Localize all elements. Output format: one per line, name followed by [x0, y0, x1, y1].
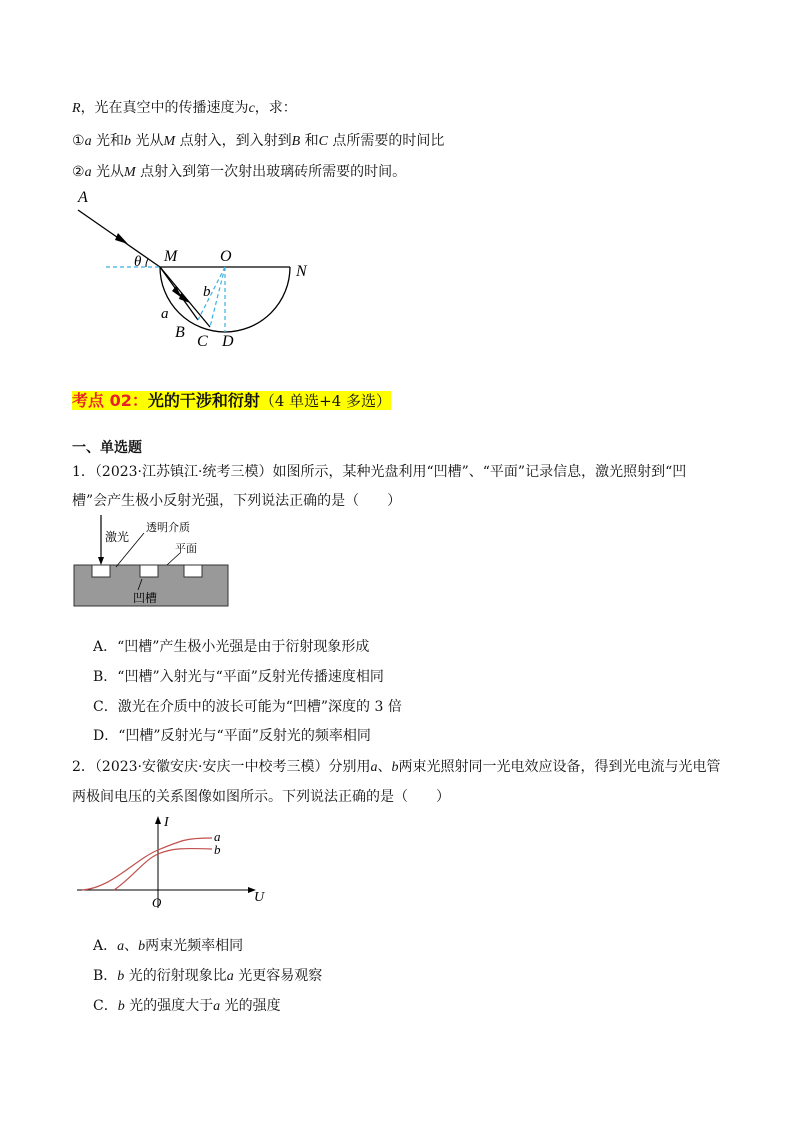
label-U: U — [254, 890, 265, 905]
label-theta: θ — [134, 254, 142, 270]
section-title: 一、单选题 — [72, 440, 142, 456]
q2-option-a[interactable]: A．a、b两束光频率相同 — [93, 938, 244, 954]
optical-disc-diagram — [72, 515, 242, 610]
curve-b — [114, 849, 212, 890]
incident-arrow-icon — [115, 233, 128, 244]
laser-label: 激光 — [105, 530, 130, 544]
flat-label: 平面 — [175, 543, 197, 555]
label-a: a — [161, 306, 169, 322]
topic-prefix: 考点 02： — [72, 391, 148, 410]
intro-question-2: ②a 光从M 点射入到第一次射出玻璃砖所需要的时间。 — [72, 164, 407, 180]
q1-stem-line-1: 1．（2023·江苏镇江·统考三模）如图所示，某种光盘利用“凹槽”、“平面”记录信息，激光照射到“凹 — [72, 464, 687, 480]
label-curve-a: a — [214, 829, 221, 844]
i-axis-arrow-icon — [155, 816, 161, 824]
label-C: C — [197, 333, 208, 350]
groove-label: 凹槽 — [133, 591, 158, 605]
label-M: M — [164, 248, 178, 265]
label-I: I — [164, 815, 169, 830]
q1-option-c[interactable]: C．激光在介质中的波长可能为“凹槽”深度的 3 倍 — [93, 699, 402, 715]
q2-stem-line-1: 2．（2023·安徽安庆·安庆一中校考三模）分别用a、b两束光照射同一光电效应设备，得到光电流与光电管 — [72, 759, 721, 775]
intro-line-1: R，光在真空中的传播速度为c，求： — [72, 100, 297, 116]
q2-option-c[interactable]: C．b 光的强度大于a 光的强度 — [93, 998, 281, 1014]
label-D: D — [222, 333, 234, 350]
label-A: A — [78, 189, 88, 206]
topic-suffix: （4 单选+4 多选） — [259, 392, 392, 410]
label-B: B — [175, 324, 185, 341]
q1-option-d[interactable]: D．“凹槽”反射光与“平面”反射光的频率相同 — [93, 728, 371, 744]
angle-arc — [146, 259, 148, 267]
q2-stem-line-2: 两极间电压的关系图像如图所示。下列说法正确的是（ ） — [72, 789, 450, 805]
q1-option-a[interactable]: A．“凹槽”产生极小光强是由于衍射现象形成 — [93, 639, 370, 655]
q1-stem-line-2: 槽”会产生极小反射光强，下列说法正确的是（ ） — [72, 493, 402, 509]
radius-OC — [210, 267, 225, 327]
iv-curve-graph — [72, 808, 272, 913]
topic-title: 光的干涉和衍射 — [147, 391, 260, 410]
label-b: b — [203, 284, 211, 300]
q2-option-b[interactable]: B．b 光的衍射现象比a 光更容易观察 — [93, 968, 323, 984]
label-N: N — [296, 263, 307, 280]
glass-brick-diagram — [60, 180, 330, 360]
label-origin: O — [152, 895, 162, 910]
intro-question-1: ①a 光和b 光从M 点射入，到入射到B 和C 点所需要的时间比 — [72, 133, 445, 149]
topic-heading — [72, 388, 391, 411]
label-O: O — [220, 248, 232, 265]
label-curve-b: b — [214, 842, 221, 857]
curve-a — [82, 838, 212, 890]
q1-option-b[interactable]: B．“凹槽”入射光与“平面”反射光传播速度相同 — [93, 669, 384, 685]
laser-arrow-icon — [98, 557, 104, 565]
var-R: R — [72, 101, 81, 116]
medium-label: 透明介质 — [146, 522, 190, 534]
